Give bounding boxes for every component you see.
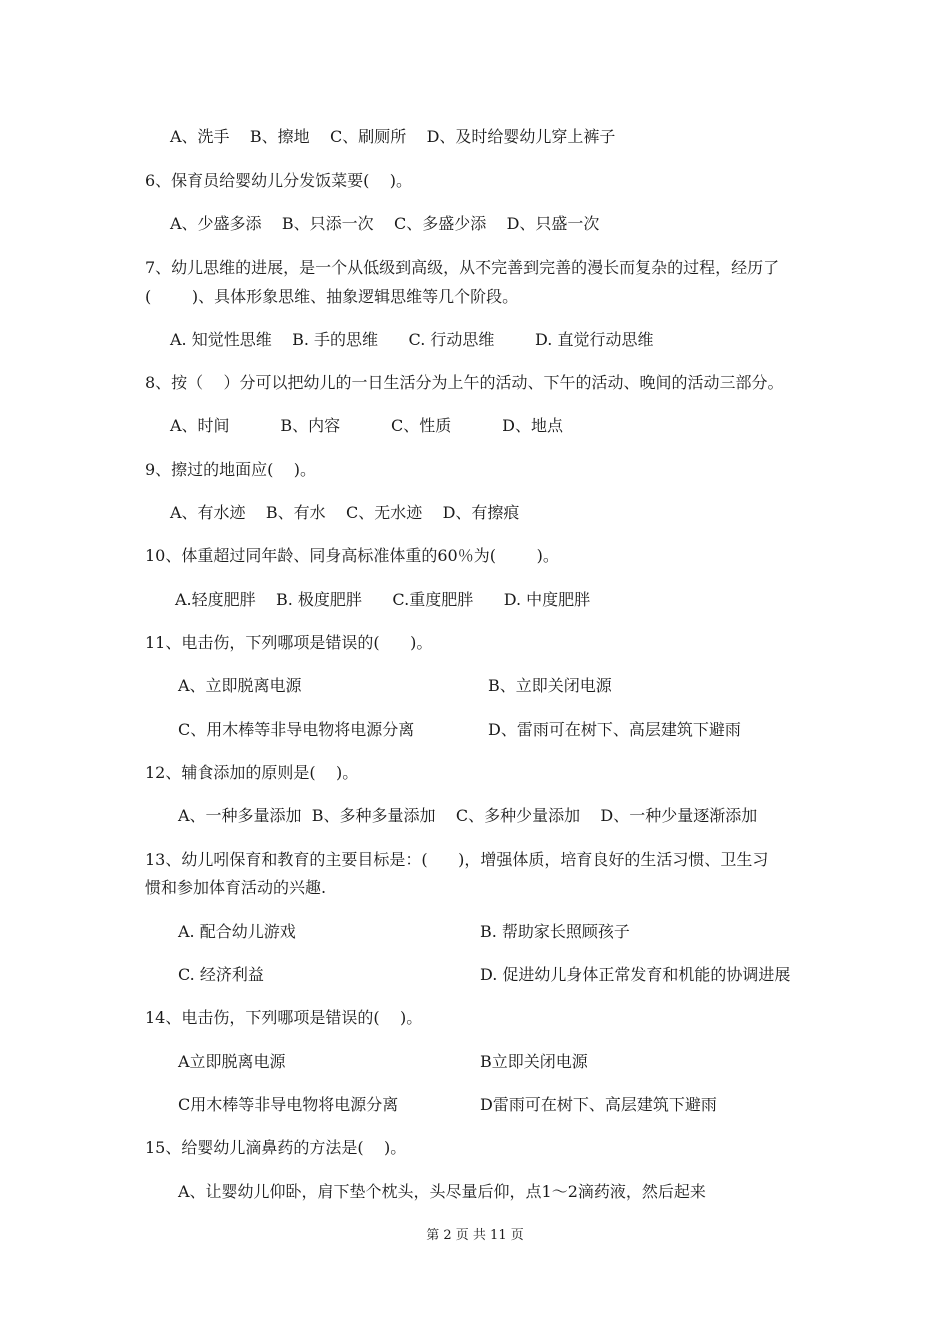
q8-options: A、时间 B、内容 C、性质 D、地点	[170, 416, 563, 435]
q6-options: A、少盛多添 B、只添一次 C、多盛少添 D、只盛一次	[170, 214, 600, 233]
q14-option-d: D雷雨可在树下、高层建筑下避雨	[480, 1095, 717, 1114]
q13-option-b: B. 帮助家长照顾孩子	[480, 922, 630, 941]
q14-option-a: A立即脱离电源	[178, 1052, 286, 1071]
q10-options: A.轻度肥胖 B. 极度肥胖 C.重度肥胖 D. 中度肥胖	[175, 590, 591, 609]
q11-option-b: B、立即关闭电源	[488, 676, 612, 695]
q11-option-c: C、用木棒等非导电物将电源分离	[178, 720, 415, 739]
q11-option-a: A、立即脱离电源	[178, 676, 302, 695]
q15-option-a: A、让婴幼儿仰卧，肩下垫个枕头，头尽量后仰，点1～2滴药液，然后起来	[178, 1182, 706, 1201]
q14-option-b: B立即关闭电源	[480, 1052, 588, 1071]
q5-options: A、洗手 B、擦地 C、刷厕所 D、及时给婴幼儿穿上裤子	[170, 127, 616, 146]
q15-stem: 15、给婴幼儿滴鼻药的方法是( )。	[145, 1138, 407, 1157]
q12-options: A、一种多量添加 B、多种多量添加 C、多种少量添加 D、一种少量逐渐添加	[178, 806, 758, 825]
q13-option-d: D. 促进幼儿身体正常发育和机能的协调进展	[480, 965, 791, 984]
q13-stem-line1: 13、幼儿吲保育和教育的主要目标是：( )，增强体质，培育良好的生活习惯、卫生习	[145, 850, 769, 869]
q11-stem: 11、电击伤，下列哪项是错误的( )。	[145, 633, 433, 652]
q9-stem: 9、擦过的地面应( )。	[145, 460, 317, 479]
q11-option-d: D、雷雨可在树下、高层建筑下避雨	[488, 720, 741, 739]
q9-options: A、有水迹 B、有水 C、无水迹 D、有擦痕	[170, 503, 520, 522]
q13-option-c: C. 经济利益	[178, 965, 264, 984]
q10-stem: 10、体重超过同年龄、同身高标准体重的60％为( )。	[145, 546, 559, 565]
page-number-footer: 第 2 页 共 11 页	[426, 1228, 524, 1243]
q6-stem: 6、保育员给婴幼儿分发饭菜要( )。	[145, 171, 413, 190]
q13-option-a: A. 配合幼儿游戏	[178, 922, 296, 941]
q7-stem-line1: 7、幼儿思维的进展，是一个从低级到高级，从不完善到完善的漫长而复杂的过程，经历了	[145, 258, 780, 277]
q13-stem-line2: 惯和参加体育活动的兴趣.	[145, 878, 327, 897]
q14-stem: 14、电击伤，下列哪项是错误的( )。	[145, 1008, 423, 1027]
q7-options: A. 知觉性思维 B. 手的思维 C. 行动思维 D. 直觉行动思维	[170, 330, 654, 349]
q7-stem-line2: ( )、具体形象思维、抽象逻辑思维等几个阶段。	[145, 287, 519, 306]
q14-option-c: C用木棒等非导电物将电源分离	[178, 1095, 399, 1114]
q8-stem: 8、按（ ）分可以把幼儿的一日生活分为上午的活动、下午的活动、晚间的活动三部分。	[145, 373, 784, 392]
q12-stem: 12、辅食添加的原则是( )。	[145, 763, 359, 782]
